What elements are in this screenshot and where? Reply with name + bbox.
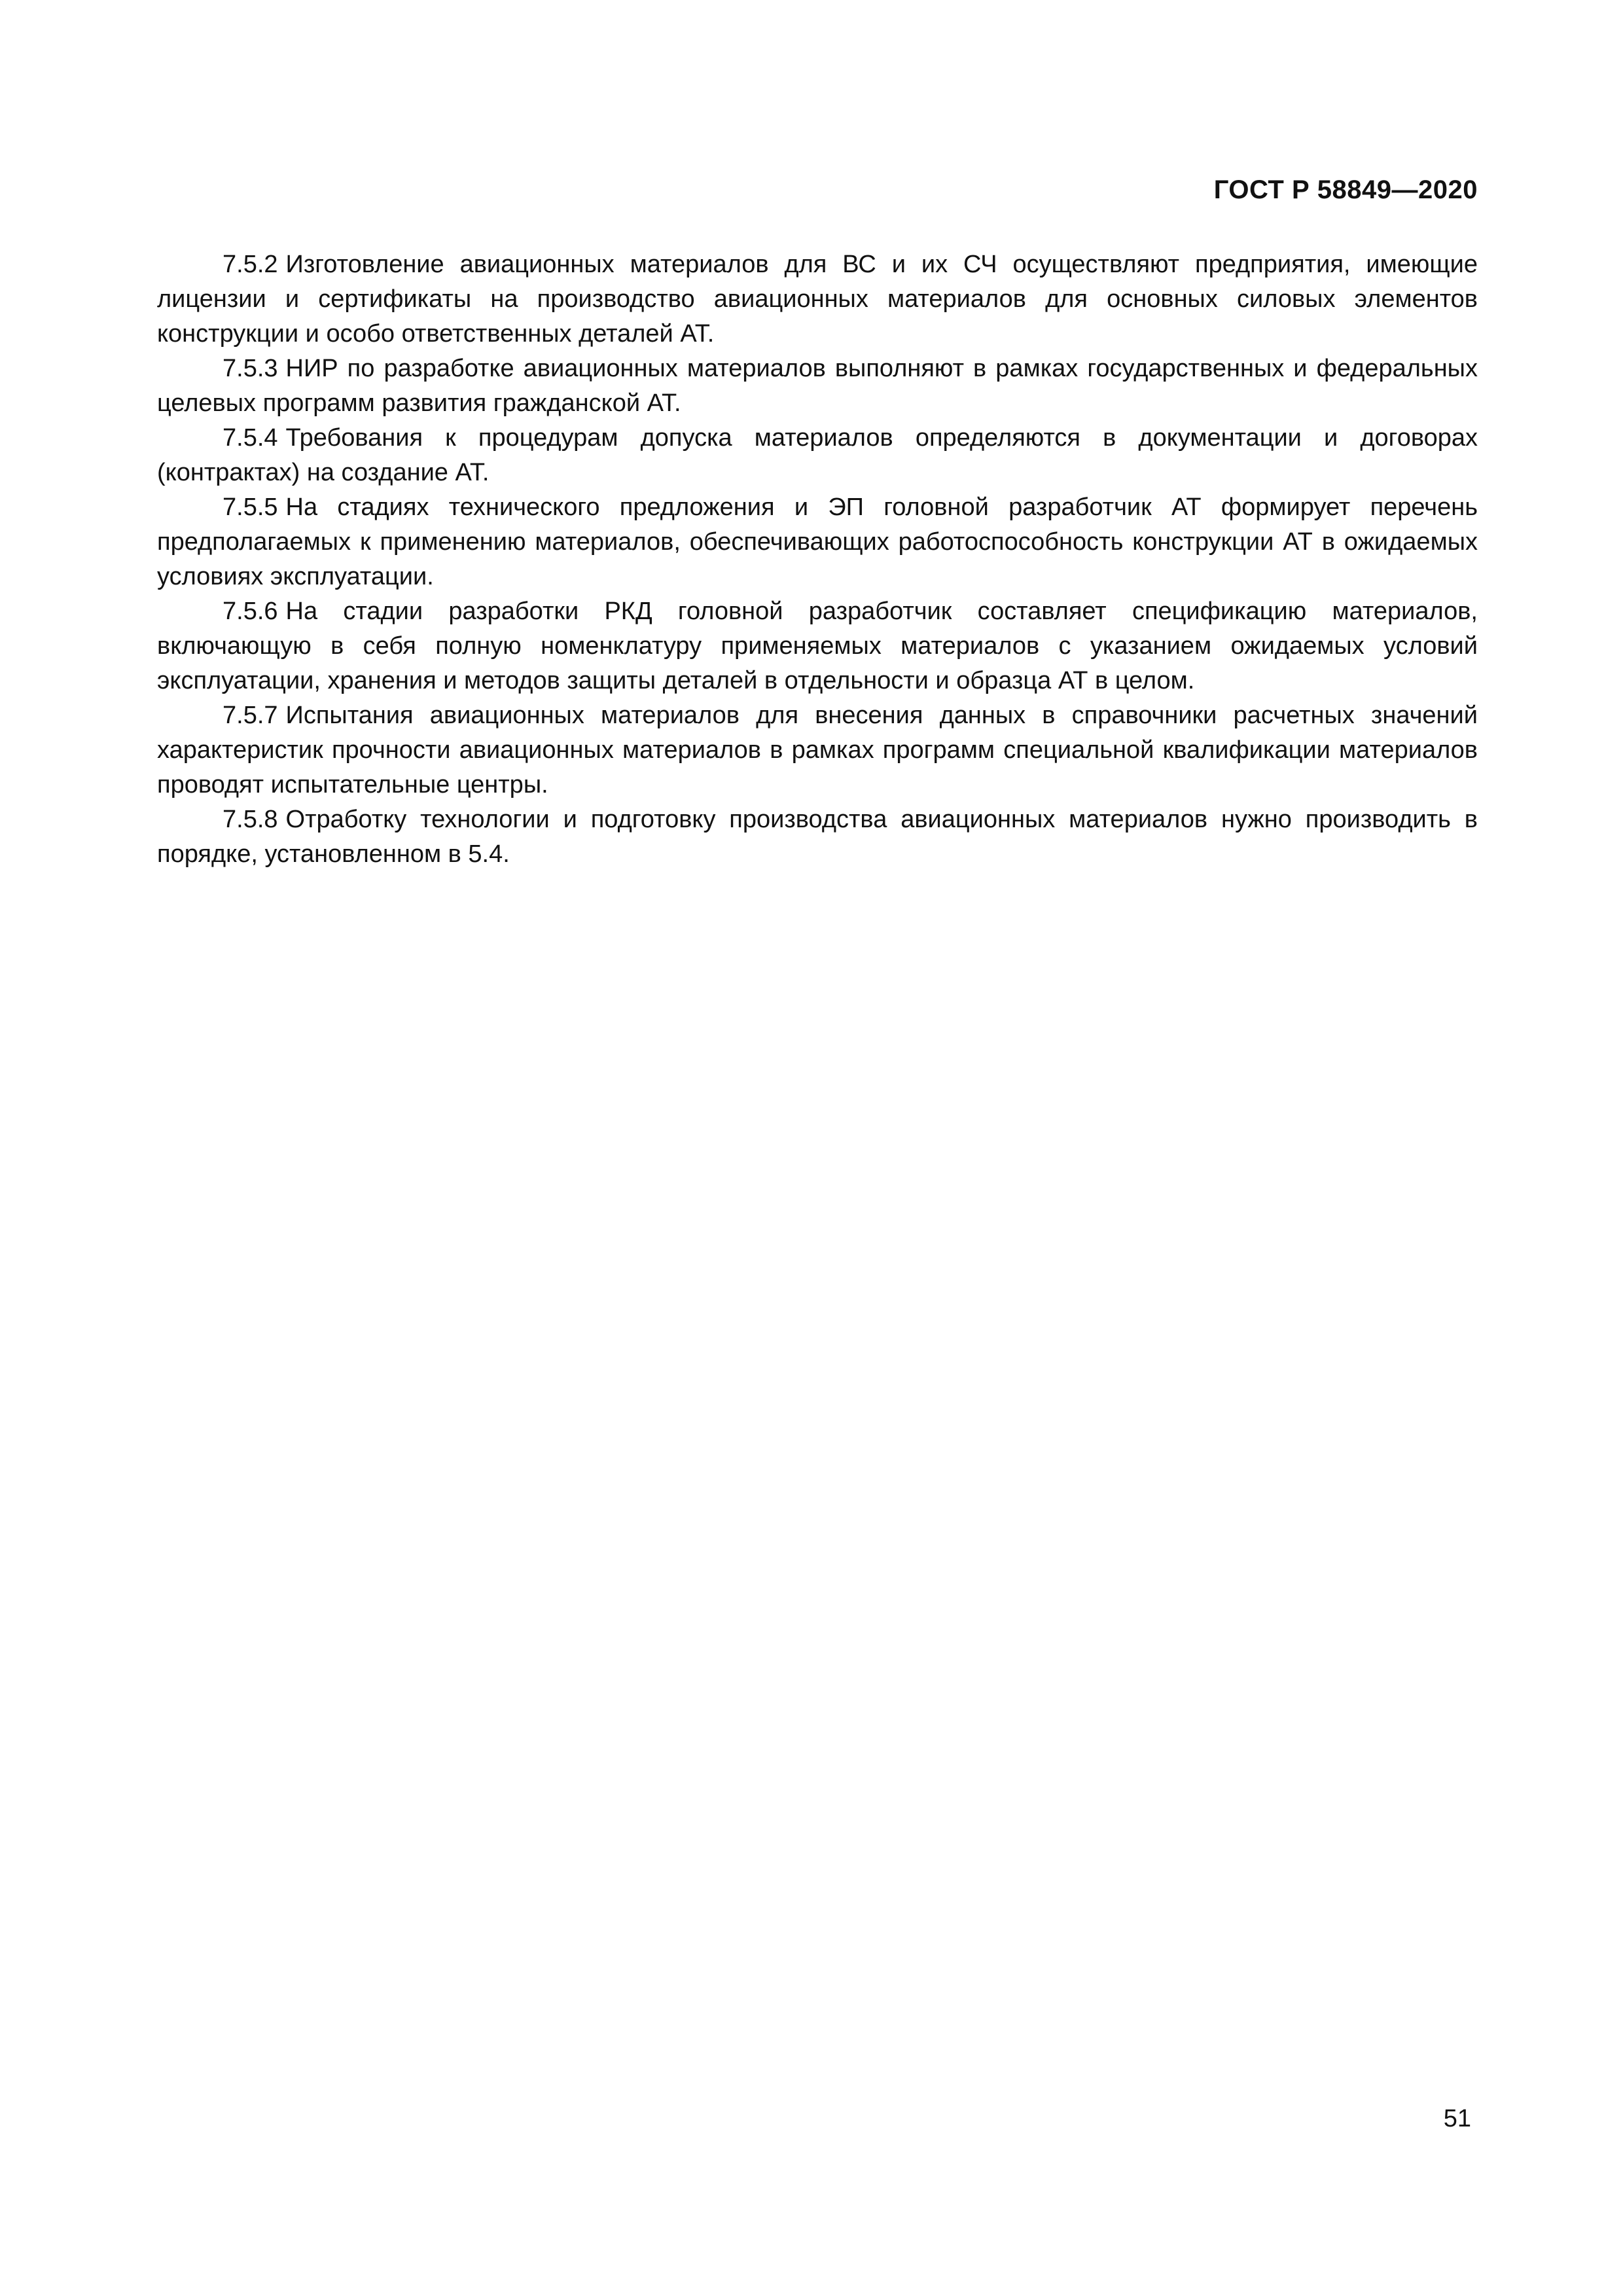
paragraph-number: 7.5.7 [223, 702, 278, 729]
paragraph-7-5-3 [157, 351, 1478, 421]
document-code: ГОСТ Р 58849—2020 [1213, 175, 1478, 204]
paragraph-text: Изготовление авиационных материалов для ВС и их СЧ осуществляют предприятия, имеющие лицензии и сертификаты на производство авиационных материалов для основных силовых элементов конструкции и особо ответственных деталей АТ. [157, 251, 1478, 348]
paragraph-text: На стадиях технического предложения и ЭП головной разработчик АТ формирует перечень предполагаемых к применению материалов, обеспечивающих работоспособность конструкции АТ в ожидаемых условиях эксплуатации. [157, 493, 1478, 590]
paragraph-text: Требования к процедурам допуска материалов определяются в документации и договорах (контрактах) на создание АТ. [157, 424, 1478, 486]
paragraph-7-5-7 [157, 698, 1478, 802]
paragraph-number: 7.5.6 [223, 598, 278, 625]
paragraph-7-5-2 [157, 247, 1478, 351]
paragraph-text: НИР по разработке авиационных материалов выполняют в рамках государственных и федеральных целевых программ развития гражданской АТ. [157, 355, 1478, 417]
paragraph-7-5-8 [157, 802, 1478, 872]
paragraph-number: 7.5.3 [223, 355, 278, 382]
paragraph-number: 7.5.2 [223, 251, 278, 278]
paragraph-text: На стадии разработки РКД головной разработчик составляет спецификацию материалов, включающую в себя полную номенклатуру применяемых материалов с указанием ожидаемых условий эксплуатации, хранения и методов защиты деталей в отдельности и образца АТ в целом. [157, 598, 1478, 694]
paragraph-text: Отработку технологии и подготовку производства авиационных материалов нужно производить в порядке, установленном в 5.4. [157, 806, 1478, 868]
paragraph-text: Испытания авиационных материалов для внесения данных в справочники расчетных значений характеристик прочности авиационных материалов в рамках программ специальной квалификации материалов проводят испытательные центры. [157, 702, 1478, 798]
paragraph-number: 7.5.8 [223, 806, 278, 833]
paragraph-number: 7.5.4 [223, 424, 278, 452]
page-number: 51 [1443, 2105, 1471, 2132]
paragraph-number: 7.5.5 [223, 493, 278, 521]
paragraph-7-5-6 [157, 594, 1478, 698]
document-body [157, 247, 1478, 872]
paragraph-7-5-5 [157, 490, 1478, 594]
paragraph-7-5-4 [157, 421, 1478, 490]
